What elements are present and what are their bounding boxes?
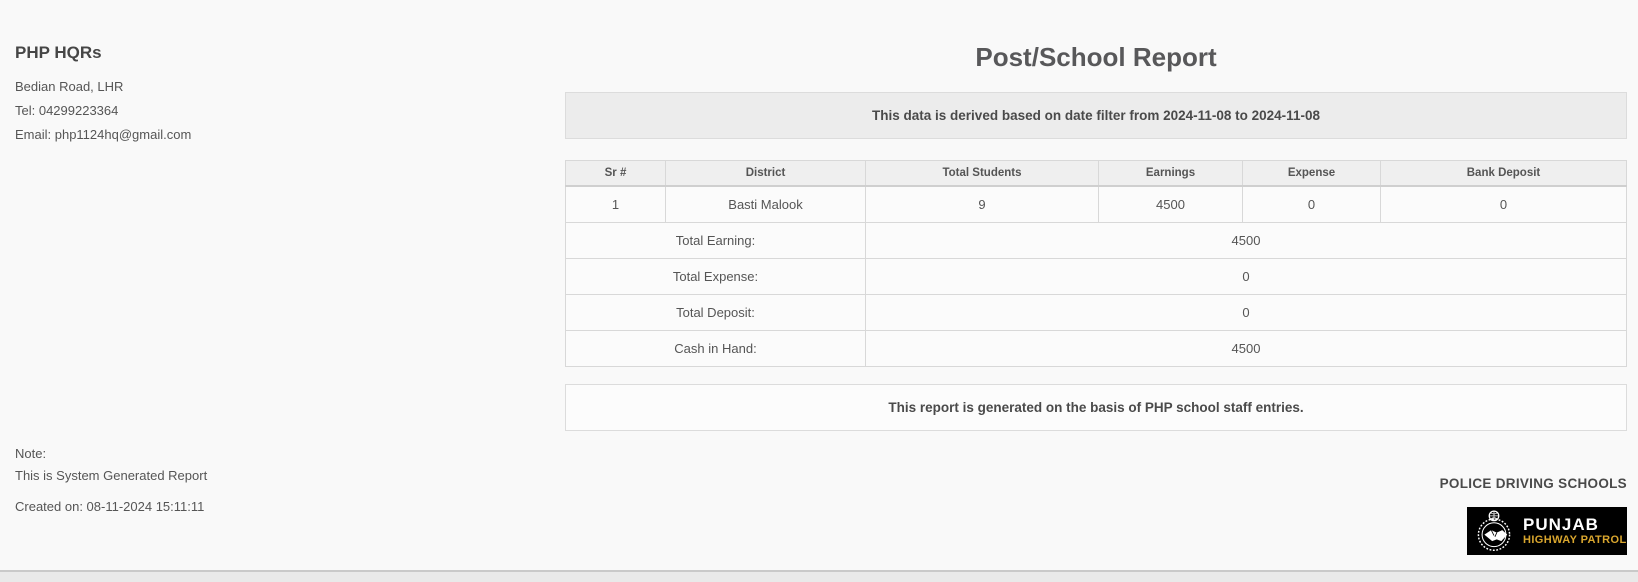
report-main (565, 0, 1627, 431)
org-email: Email: php1124hq@gmail.com (15, 127, 192, 142)
summary-row-cash-in-hand (566, 330, 1627, 366)
report-table (565, 160, 1627, 367)
note-text: This is System Generated Report (15, 468, 208, 483)
column-header-earnings: Earnings (1099, 161, 1243, 187)
column-header-bank-deposit: Bank Deposit (1381, 161, 1627, 187)
cell-bank-deposit: 0 (1381, 186, 1627, 222)
cell-total-students: 9 (866, 186, 1099, 222)
org-name: PHP HQRs (15, 43, 102, 62)
logo-line-punjab: PUNJAB (1523, 515, 1599, 534)
summary-value: 4500 (866, 330, 1627, 366)
summary-row-total-expense (566, 258, 1627, 294)
branding-caption: POLICE DRIVING SCHOOLS (1439, 476, 1627, 491)
cell-earnings: 4500 (1099, 186, 1243, 222)
handshake-seal-icon (1472, 509, 1516, 553)
summary-label: Total Deposit: (566, 294, 866, 330)
column-header-sr: Sr # (566, 161, 666, 187)
summary-label: Total Expense: (566, 258, 866, 294)
logo-text (1523, 516, 1627, 546)
summary-value: 0 (866, 258, 1627, 294)
summary-value: 4500 (866, 222, 1627, 258)
summary-value: 0 (866, 294, 1627, 330)
date-filter-banner: This data is derived based on date filter from 2024-11-08 to 2024-11-08 (565, 92, 1627, 139)
column-header-district: District (666, 161, 866, 187)
summary-row-total-earning (566, 222, 1627, 258)
org-tel: Tel: 04299223364 (15, 103, 119, 118)
table-header-row (566, 161, 1627, 187)
cell-sr: 1 (566, 186, 666, 222)
note-block (15, 446, 207, 514)
column-header-total-students: Total Students (866, 161, 1099, 187)
summary-row-total-deposit (566, 294, 1627, 330)
logo-line-highway-patrol: HIGHWAY PATROL (1523, 534, 1627, 546)
branding-block (1440, 476, 1627, 558)
note-label: Note: (15, 446, 47, 461)
report-footer-banner: This report is generated on the basis of PHP school staff entries. (565, 384, 1627, 431)
page-title: Post/School Report (975, 42, 1217, 72)
punjab-highway-patrol-logo (1467, 507, 1627, 555)
summary-label: Total Earning: (566, 222, 866, 258)
cell-expense: 0 (1243, 186, 1381, 222)
created-timestamp: Created on: 08-11-2024 15:11:11 (15, 499, 205, 514)
summary-label: Cash in Hand: (566, 330, 866, 366)
table-row (566, 186, 1627, 222)
column-header-expense: Expense (1243, 161, 1381, 187)
bottom-scrollbar-track[interactable] (0, 570, 1638, 582)
cell-district: Basti Malook (666, 186, 866, 222)
org-address: Bedian Road, LHR (15, 79, 124, 94)
org-info (15, 43, 191, 142)
